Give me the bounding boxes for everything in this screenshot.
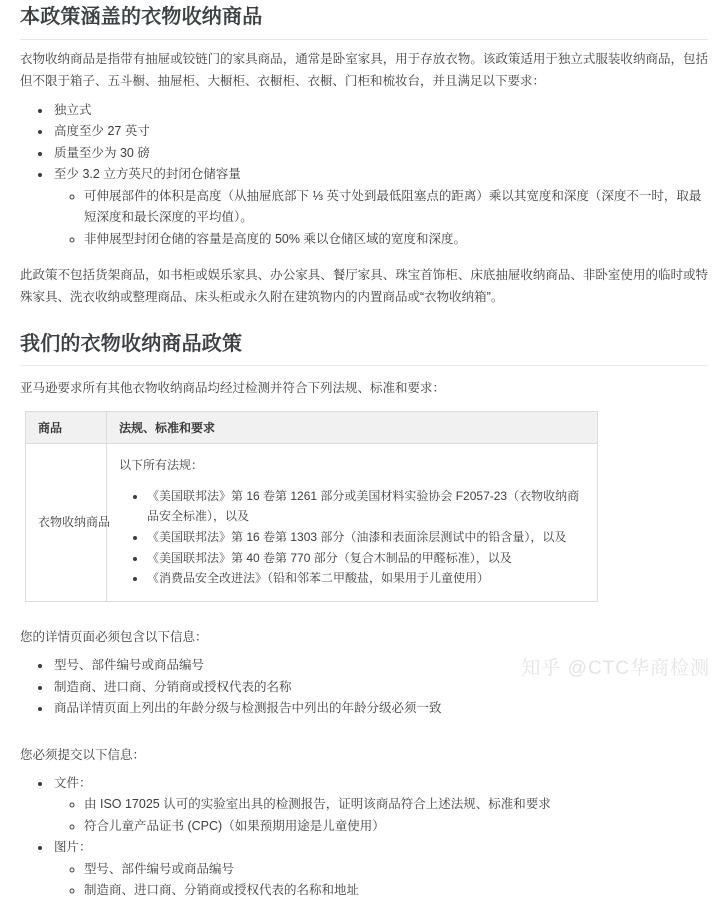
list-item-label: 图片： — [54, 840, 92, 855]
documents-sublist — [54, 794, 708, 837]
spacer — [20, 720, 708, 733]
spacer — [20, 250, 708, 256]
spacer — [20, 602, 708, 615]
section-1-exclusion-paragraph: 此政策不包括货架商品，如书柜或娱乐家具、办公家具、餐厅家具、珠宝首饰柜、床底抽屉收纳商品、非卧室使用的临时或特殊家具、洗衣收纳或整理商品、床头柜或永久附在建筑物内的内置商品或“衣物收纳箱”。 — [20, 268, 708, 305]
table-column-header-product: 商品 — [26, 412, 107, 444]
list-item: • 独立式 — [52, 100, 708, 122]
policy-requirements-table — [25, 411, 598, 602]
list-item: ◦ 非伸展型封闭仓储的容量是高度的 50% 乘以仓储区域的宽度和深度。 — [84, 229, 708, 251]
images-sublist — [54, 859, 708, 902]
detail-page-requirements-intro: 您的详情页面必须包含以下信息： — [20, 629, 208, 644]
list-item: ◦ 制造商、进口商、分销商或授权代表的名称和地址 — [84, 880, 708, 902]
table-row — [26, 444, 598, 602]
list-item: • 质量至少为 30 磅 — [52, 143, 708, 165]
section-1-intro-paragraph: 衣物收纳商品是指带有抽屉或铰链门的家具商品，通常是卧室家具，用于存放衣物。该政策适用于独立式服装收纳商品，包括但不限于箱子、五斗橱、抽屉柜、大橱柜、衣橱柜、衣橱、门柜和梳妆台，并且满足以下要求： — [20, 52, 708, 88]
list-item: ◦ 可伸展部件的体积是高度（从抽屉底部下 ⅓ 英寸处到最低阻塞点的距离）乘以其宽度和深度（深度不一时，取最短深度和最长深度的平均值）。 — [84, 186, 708, 229]
table-cell-regulations — [107, 444, 598, 602]
list-item-label: 至少 3.2 立方英尺的封闭仓储容量 — [54, 167, 241, 182]
regulations-intro: 以下所有法规： — [119, 458, 204, 473]
list-item: ◦ 符合儿童产品证书 (CPC)（如果预期用途是儿童使用） — [84, 816, 708, 838]
section-2-intro-paragraph: 亚马逊要求所有其他衣物收纳商品均经过检测并符合下列法规、标准和要求： — [20, 381, 446, 395]
list-item — [52, 837, 708, 902]
site-watermark: 知乎 @CTC华商检测 — [521, 658, 710, 679]
submission-requirements-list — [20, 773, 708, 902]
submission-requirements-intro: 您必须提交以下信息： — [20, 747, 146, 762]
list-item: ◦ 型号、部件编号或商品编号 — [84, 859, 708, 881]
section-1-heading: 本政策涵盖的衣物收纳商品 — [20, 0, 708, 40]
table-column-header-regulations: 法规、标准和要求 — [107, 412, 598, 444]
requirements-list — [20, 100, 708, 251]
list-item: • 高度至少 27 英寸 — [52, 121, 708, 143]
sub-requirements-list — [54, 186, 708, 251]
list-item: • 《美国联邦法》第 40 卷第 770 部分（复合木制品的甲醛标准），以及 — [147, 548, 587, 569]
spacer — [20, 309, 708, 329]
regulations-list — [119, 486, 587, 589]
list-item-label: 文件： — [54, 775, 92, 790]
list-item — [52, 773, 708, 838]
list-item: ◦ 由 ISO 17025 认可的实验室出具的检测报告，证明该商品符合上述法规、标准和要求 — [84, 794, 708, 816]
table-cell-product-name: 衣物收纳商品 — [26, 444, 107, 602]
list-item: • 型号、部件编号或商品编号 — [52, 655, 708, 677]
list-item: • 商品详情页面上列出的年龄分级与检测报告中列出的年龄分级必须一致 — [52, 698, 708, 720]
list-item: • 制造商、进口商、分销商或授权代表的名称 — [52, 677, 708, 699]
list-item — [52, 164, 708, 250]
list-item: • 《消费品安全改进法》（铅和邻苯二甲酸盐，如果用于儿童使用） — [147, 568, 587, 589]
section-2-heading: 我们的衣物收纳商品政策 — [20, 329, 708, 366]
list-item: • 《美国联邦法》第 16 卷第 1261 部分或美国材料实验协会 F2057-23（衣物收纳商品安全标准），以及 — [147, 486, 587, 527]
table-header-row — [26, 412, 598, 444]
list-item: • 《美国联邦法》第 16 卷第 1303 部分（油漆和表面涂层测试中的铅含量），以及 — [147, 527, 587, 548]
